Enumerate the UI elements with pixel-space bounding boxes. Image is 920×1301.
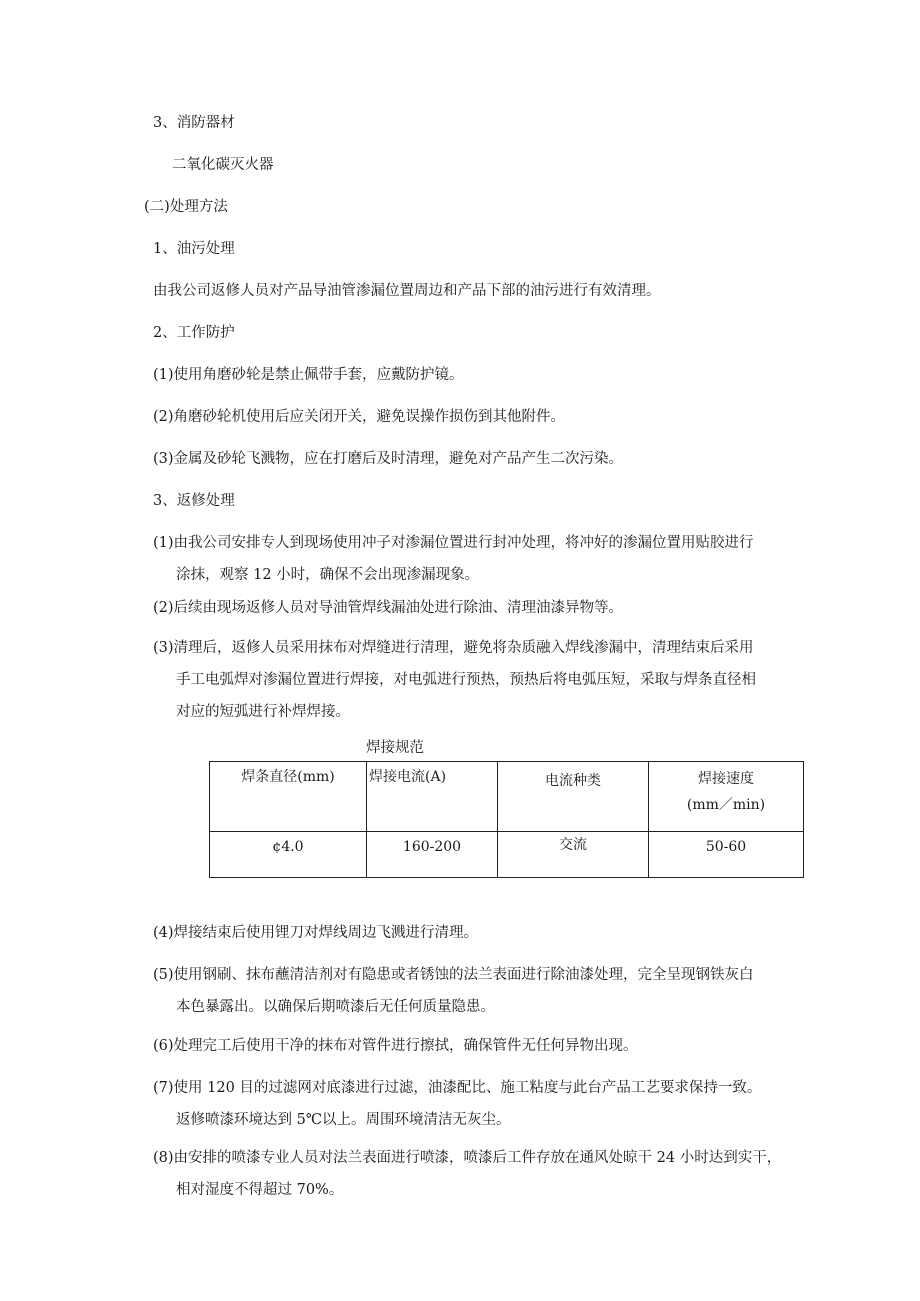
section-heading-protection: 2、工作防护: [153, 325, 235, 341]
table-header-speed-unit: (mm／min): [686, 797, 766, 813]
table-header-cell: 焊接电流(A): [367, 762, 498, 832]
process-item-line: 相对湿度不得超过 70%。: [176, 1182, 344, 1198]
repair-item-line: 手工电弧焊对渗漏位置进行焊接，对电弧进行预热，预热后将电弧压短，采取与焊条直径相: [176, 672, 756, 688]
table-row: [210, 832, 804, 878]
repair-item-line: 对应的短弧进行补焊焊接。: [176, 704, 350, 720]
table-cell: ¢4.0: [210, 832, 367, 878]
oil-paragraph: 由我公司返修人员对产品导油管渗漏位置周边和产品下部的油污进行有效清理。: [153, 283, 661, 299]
protection-item: (2)角磨砂轮机使用后应关闭开关，避免误操作损伤到其他附件。: [153, 409, 566, 425]
table-cell: 交流: [498, 832, 649, 878]
repair-item-line: (3)清理后，返修人员采用抹布对焊缝进行清理，避免将杂质融入焊线渗漏中，清理结束后采用: [153, 640, 754, 656]
repair-item: [153, 527, 803, 591]
table-cell: 160-200: [367, 832, 498, 878]
table-header-cell: 焊条直径(mm): [210, 762, 367, 832]
section-heading-repair: 3、返修处理: [153, 493, 235, 509]
table-header-cell: [649, 762, 804, 832]
table-header-speed: 焊接速度: [698, 771, 754, 787]
protection-item: (3)金属及砂轮飞溅物，应在打磨后及时清理，避免对产品产生二次污染。: [153, 451, 624, 467]
process-item-line: (8)由安排的喷漆专业人员对法兰表面进行喷漆，喷漆后工件存放在通风处晾干 24 小时达到实干，: [153, 1150, 782, 1166]
table-cell: 50-60: [649, 832, 804, 878]
section-heading-method: (二)处理方法: [144, 199, 228, 215]
process-item: [153, 1072, 803, 1136]
process-item: [153, 1142, 803, 1206]
fire-equipment-item: 二氧化碳灭火器: [172, 157, 274, 173]
repair-item: [153, 632, 803, 728]
process-item-line: 返修喷漆环境达到 5℃以上。周围环境清洁无灰尘。: [176, 1112, 511, 1128]
table-header-cell: 电流种类: [498, 762, 649, 832]
repair-item-line: 涂抹，观察 12 小时，确保不会出现渗漏现象。: [176, 567, 480, 583]
process-item-line: 本色暴露出。以确保后期喷漆后无任何质量隐患。: [176, 999, 495, 1015]
protection-item: (1)使用角磨砂轮是禁止佩带手套，应戴防护镜。: [153, 367, 464, 383]
process-item-line: (5)使用钢刷、抹布蘸清洁剂对有隐患或者锈蚀的法兰表面进行除油漆处理，完全呈现钢铁灰白: [153, 967, 754, 983]
repair-item: (2)后续由现场返修人员对导油管焊线漏油处进行除油、清理油漆异物等。: [153, 600, 624, 616]
section-heading-oil: 1、油污处理: [153, 241, 235, 257]
process-item: [153, 959, 803, 1023]
table-header-row: [210, 762, 804, 832]
table-caption: 焊接规范: [366, 740, 424, 756]
repair-item-line: (1)由我公司安排专人到现场使用冲子对渗漏位置进行封冲处理，将冲好的渗漏位置用贴胶进行: [153, 535, 754, 551]
welding-spec-table: [209, 761, 804, 878]
section-heading-fire-equipment: 3、消防器材: [153, 115, 235, 131]
process-item-line: (7)使用 120 目的过滤网对底漆进行过滤，油漆配比、施工粘度与此台产品工艺要求保持一致。: [153, 1080, 762, 1096]
process-item: (6)处理完工后使用干净的抹布对管件进行擦拭，确保管件无任何异物出现。: [153, 1038, 638, 1054]
process-item: (4)焊接结束后使用锂刀对焊线周边飞溅进行清理。: [153, 925, 479, 941]
